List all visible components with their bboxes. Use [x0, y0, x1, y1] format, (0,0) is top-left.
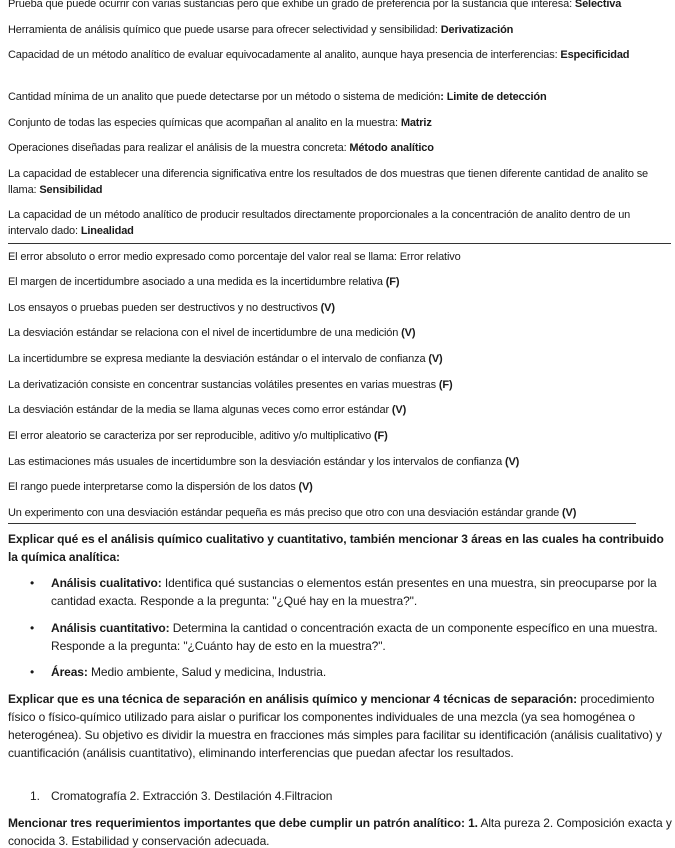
- definition-text: Capacidad de un método analítico de evaluar equivocadamente al analito, aunque haya presencia de interferencias:: [8, 49, 561, 61]
- definition-answer: Especificidad: [560, 49, 630, 61]
- bullet-marker: •: [30, 621, 35, 635]
- statement-answer: (F): [374, 430, 388, 442]
- statement-text: El error aleatorio se caracteriza por ser reproducible, aditivo y/o multiplicativo: [8, 430, 374, 442]
- statement-line: [8, 428, 673, 444]
- statement-answer: (V): [401, 327, 416, 339]
- statement-text: La desviación estándar de la media se llama algunas veces como error estándar: [8, 404, 392, 416]
- bullet-marker: •: [30, 665, 35, 679]
- statement-answer: (V): [504, 456, 520, 468]
- statement-line: [8, 351, 673, 367]
- statement-answer: (V): [562, 507, 577, 519]
- statement-answer: (F): [438, 379, 453, 391]
- statement-line: [8, 249, 673, 265]
- statement-line: [8, 274, 673, 290]
- statement-text: La desviación estándar se relaciona con el nivel de incertidumbre de una medición: [8, 327, 402, 339]
- definition-text: Cantidad mínima de un analito que puede detectarse por un método o sistema de medición: [8, 91, 441, 103]
- definition-line: [8, 0, 673, 12]
- bullet-item: [51, 574, 673, 610]
- section-heading: Mencionar tres requerimientos importantes que debe cumplir un patrón analítico: 1.: [8, 816, 478, 830]
- section-body: Alta pureza 2. Composición exacta y conocida 3. Estabilidad y conservación adecuada.: [8, 816, 672, 848]
- bullet-text: Identifica qué sustancias o elementos están presentes en una muestra, sin preocuparse por la cantidad exacta. Responde a la pregunta: "¿Qué hay en la muestra?".: [51, 576, 657, 608]
- list-number: 1.: [30, 789, 41, 803]
- definition-line: [8, 140, 673, 156]
- divider-line: [8, 523, 636, 524]
- statement-answer: (V): [320, 302, 335, 314]
- statement-answer: (F): [385, 276, 400, 288]
- definition-answer: Linealidad: [80, 225, 134, 237]
- statement-text: La incertidumbre se expresa mediante la desviación estándar o el intervalo de confianza: [8, 353, 429, 365]
- statement-line: [8, 325, 673, 341]
- definition-text: Herramienta de análisis químico que puede usarse para ofrecer selectividad y sensibilidad:: [8, 24, 441, 36]
- definition-line: [8, 22, 673, 38]
- section-paragraph: [8, 814, 673, 848]
- bullet-text: Determina la cantidad o concentración exacta de un componente específico en una muestra. Responde a la pregunta: "¿Cuánto hay de esto en la muestra?".: [51, 621, 658, 653]
- section-heading: Explicar qué es el análisis químico cualitativo y cuantitativo, también mencionar 3 áreas en las cuales ha contribuido la química analítica:: [8, 532, 664, 564]
- statement-text: El rango puede interpretarse como la dispersión de los datos: [8, 481, 299, 493]
- statement-answer: (V): [391, 404, 407, 416]
- definition-answer: : Limite de detección: [440, 91, 547, 103]
- statement-line: [8, 300, 673, 316]
- section-heading: Explicar que es una técnica de separación en análisis químico y mencionar 4 técnicas de separación:: [8, 692, 578, 706]
- section-paragraph: [8, 690, 673, 762]
- section-body: procedimiento físico o físico-químico utilizado para aislar o purificar los componentes individuales de una mezcla (ya sea homogénea o heterogénea). Su objetivo es dividir la muestra en fracciones más simples para facilitar su identificación (análisis cualitativo) y cuantificación (análisis cuantitativo), eliminando interferencias que puedan afectar los resultados.: [8, 692, 662, 760]
- statement-line: [8, 505, 673, 521]
- bullet-term: Análisis cuantitativo:: [51, 621, 170, 635]
- definition-text: Prueba que puede ocurrir con varias sustancias pero que exhibe un grado de preferencia por la sustancia que interesa:: [8, 0, 575, 10]
- bullet-term: Áreas:: [51, 665, 88, 679]
- definition-answer: Derivatización: [440, 24, 514, 36]
- definition-answer: Método analítico: [349, 142, 434, 154]
- statement-line: [8, 479, 673, 495]
- definition-text: Operaciones diseñadas para realizar el análisis de la muestra concreta:: [8, 142, 350, 154]
- statement-text: La derivatización consiste en concentrar sustancias volátiles presentes en varias muestras: [8, 379, 439, 391]
- statement-answer: (V): [428, 353, 443, 365]
- bullet-marker: •: [30, 576, 35, 590]
- statement-answer: (V): [298, 481, 313, 493]
- statement-text: Los ensayos o pruebas pueden ser destructivos y no destructivos: [8, 302, 321, 314]
- bullet-item: [51, 663, 673, 681]
- statement-line: [8, 402, 673, 418]
- bullet-item: [51, 619, 673, 655]
- statement-text: Las estimaciones más usuales de incertidumbre son la desviación estándar y los intervalos de confianza: [8, 456, 505, 468]
- definition-answer: Matriz: [400, 117, 432, 129]
- bullet-term: Análisis cualitativo:: [51, 576, 162, 590]
- definition-answer: Sensibilidad: [39, 184, 103, 196]
- statement-text: El error absoluto o error medio expresado como porcentaje del valor real se llama: Error relativo: [8, 251, 461, 263]
- definition-line: [8, 47, 673, 63]
- bullet-text: Medio ambiente, Salud y medicina, Industria.: [87, 665, 327, 679]
- definition-line: [8, 207, 673, 239]
- statement-line: [8, 454, 673, 470]
- definition-text: La capacidad de un método analítico de producir resultados directamente proporcionales a la concentración de analito dentro de un intervalo dado:: [8, 209, 631, 237]
- definition-line: [8, 89, 673, 105]
- definition-text: La capacidad de establecer una diferencia significativa entre los resultados de dos muestras que tienen diferente cantidad de analito se llama:: [8, 168, 649, 196]
- technique-list: Cromatografía 2. Extracción 3. Destilación 4.Filtracion: [51, 789, 333, 803]
- definition-answer: Selectiva: [574, 0, 622, 10]
- divider-line: [8, 243, 671, 244]
- statement-text: Un experimento con una desviación estándar pequeña es más preciso que otro con una desviación estándar grande: [8, 507, 563, 519]
- statement-text: El margen de incertidumbre asociado a una medida es la incertidumbre relativa: [8, 276, 386, 288]
- definition-line: [8, 115, 673, 131]
- definition-text: Conjunto de todas las especies químicas que acompañan al analito en la muestra:: [8, 117, 401, 129]
- definition-line: [8, 166, 673, 198]
- statement-line: [8, 377, 673, 393]
